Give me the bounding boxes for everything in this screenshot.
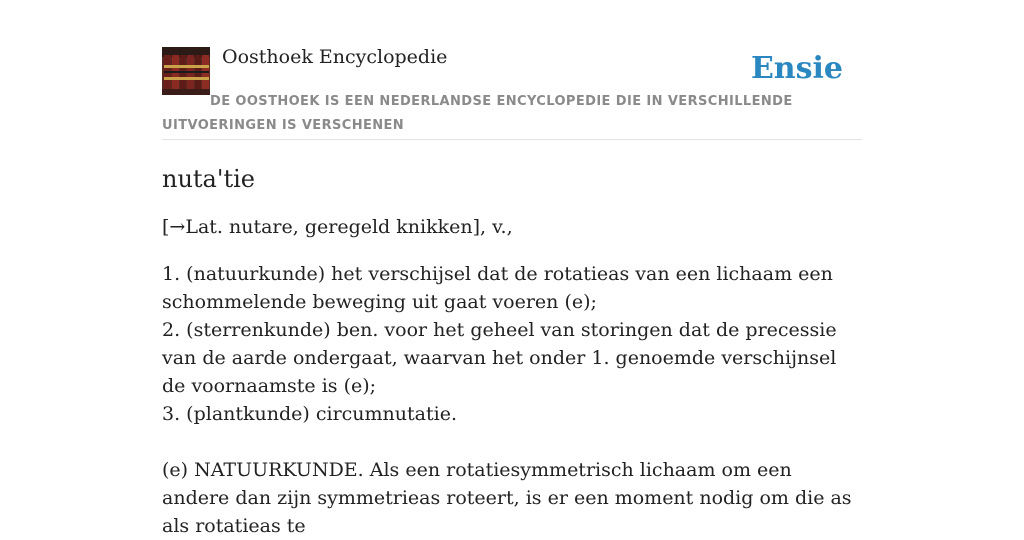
paragraph-spacer (162, 428, 862, 456)
site-tagline: DE OOSTHOEK IS EEN NEDERLANDSE ENCYCLOPEDIE DIE IN VERSCHILLENDE UITVOERINGEN IS VERSCHENEN (162, 94, 793, 133)
entry-content (162, 162, 862, 540)
site-name[interactable]: Oosthoek Encyclopedie (222, 46, 448, 68)
definition-item: 3. (plantkunde) circumnutatie. (162, 403, 457, 425)
definition-item: 1. (natuurkunde) het verschijsel dat de rotatieas van een lichaam een schommelende beweging uit gaat voeren (e); (162, 263, 833, 313)
entry-title: nuta'tie (162, 165, 255, 193)
definition-item: 2. (sterrenkunde) ben. voor het geheel van storingen dat de precessie van de aarde ondergaat, waarvan het onder 1. genoemde verschijnsel de voornaamste is (e); (162, 319, 837, 397)
header-divider (162, 139, 862, 140)
entry-etymology: [→Lat. nutare, geregeld knikken], v., (162, 216, 513, 238)
encyclopedia-books-icon[interactable] (162, 47, 210, 95)
entry-definitions (162, 260, 862, 540)
ensie-logo-link[interactable]: Ensie (750, 51, 843, 86)
entry-note: (e) NATUURKUNDE. Als een rotatiesymmetrisch lichaam om een andere dan zijn symmetrieas roteert, is er een moment nodig om die as als rotatieas te (162, 459, 852, 537)
